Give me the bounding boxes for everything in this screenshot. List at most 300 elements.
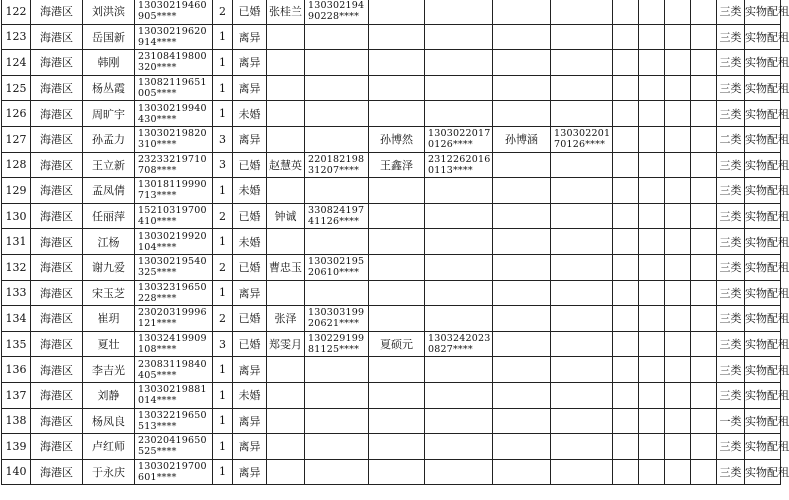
marital-status-cell: 离异	[233, 24, 267, 50]
empty-cell	[613, 50, 639, 76]
member1-id-cell: 13030220170126****	[425, 126, 493, 152]
member1-id-cell	[425, 229, 493, 255]
member2-name-cell	[493, 229, 551, 255]
spouse-id-cell: 33082419741126****	[305, 203, 369, 229]
empty-cell	[613, 382, 639, 408]
table-row	[2, 280, 781, 306]
member1-id-cell	[425, 178, 493, 204]
empty-cell	[639, 382, 665, 408]
member2-id-cell	[551, 254, 613, 280]
category-cell: 二类	[717, 126, 745, 152]
member2-id-cell	[551, 0, 613, 24]
spouse-name-cell	[267, 101, 305, 127]
spouse-id-cell: 13030219520610****	[305, 254, 369, 280]
spouse-name-cell	[267, 126, 305, 152]
household-count-cell: 2	[213, 203, 233, 229]
category-cell: 三类	[717, 229, 745, 255]
district-cell: 海港区	[31, 459, 83, 485]
marital-status-cell: 离异	[233, 280, 267, 306]
applicant-name-cell: 宋玉芝	[83, 280, 135, 306]
allocation-mode-cell: 实物配租	[745, 306, 781, 332]
spouse-name-cell: 钟诚	[267, 203, 305, 229]
row-number: 133	[2, 280, 31, 306]
member2-id-cell	[551, 408, 613, 434]
empty-cell	[613, 331, 639, 357]
member1-name-cell	[369, 254, 425, 280]
empty-cell	[639, 24, 665, 50]
row-number: 122	[2, 0, 31, 24]
applicant-id-cell: 13030219820310****	[135, 126, 213, 152]
empty-cell	[665, 229, 691, 255]
spouse-id-cell: 22018219831207****	[305, 152, 369, 178]
district-cell: 海港区	[31, 382, 83, 408]
household-count-cell: 1	[213, 382, 233, 408]
member2-id-cell	[551, 331, 613, 357]
allocation-mode-cell: 实物配租	[745, 50, 781, 76]
member2-name-cell: 孙博涵	[493, 126, 551, 152]
marital-status-cell: 已婚	[233, 203, 267, 229]
household-count-cell: 1	[213, 408, 233, 434]
allocation-mode-cell: 实物配租	[745, 331, 781, 357]
category-cell: 三类	[717, 0, 745, 24]
empty-cell	[665, 357, 691, 383]
member1-name-cell	[369, 434, 425, 460]
empty-cell	[613, 203, 639, 229]
spouse-name-cell	[267, 408, 305, 434]
district-cell: 海港区	[31, 357, 83, 383]
marital-status-cell: 未婚	[233, 101, 267, 127]
member1-id-cell	[425, 280, 493, 306]
spouse-name-cell	[267, 434, 305, 460]
district-cell: 海港区	[31, 229, 83, 255]
allocation-mode-cell: 实物配租	[745, 178, 781, 204]
allocation-mode-cell: 实物配租	[745, 280, 781, 306]
member2-name-cell	[493, 357, 551, 383]
district-cell: 海港区	[31, 178, 83, 204]
applicant-id-cell: 13032219650513****	[135, 408, 213, 434]
allocation-mode-cell: 实物配租	[745, 101, 781, 127]
member1-id-cell	[425, 357, 493, 383]
spouse-id-cell	[305, 434, 369, 460]
row-number: 137	[2, 382, 31, 408]
applicant-id-cell: 23083119840405****	[135, 357, 213, 383]
empty-cell	[691, 152, 717, 178]
applicant-name-cell: 卢红师	[83, 434, 135, 460]
member1-id-cell	[425, 434, 493, 460]
row-number: 132	[2, 254, 31, 280]
marital-status-cell: 离异	[233, 357, 267, 383]
row-number: 129	[2, 178, 31, 204]
allocation-mode-cell: 实物配租	[745, 434, 781, 460]
district-cell: 海港区	[31, 24, 83, 50]
category-cell: 三类	[717, 152, 745, 178]
member2-name-cell	[493, 254, 551, 280]
applicant-name-cell: 崔玥	[83, 306, 135, 332]
category-cell: 三类	[717, 24, 745, 50]
spouse-id-cell	[305, 50, 369, 76]
marital-status-cell: 未婚	[233, 229, 267, 255]
row-number: 127	[2, 126, 31, 152]
spouse-name-cell: 赵慧英	[267, 152, 305, 178]
table-row	[2, 331, 781, 357]
empty-cell	[639, 306, 665, 332]
empty-cell	[665, 203, 691, 229]
empty-cell	[639, 229, 665, 255]
row-number: 125	[2, 75, 31, 101]
spouse-name-cell	[267, 280, 305, 306]
household-count-cell: 1	[213, 280, 233, 306]
applicant-name-cell: 杨凤良	[83, 408, 135, 434]
allocation-mode-cell: 实物配租	[745, 126, 781, 152]
spouse-name-cell: 郑雯月	[267, 331, 305, 357]
spouse-name-cell	[267, 50, 305, 76]
empty-cell	[665, 152, 691, 178]
spouse-id-cell	[305, 24, 369, 50]
empty-cell	[665, 75, 691, 101]
district-cell: 海港区	[31, 331, 83, 357]
spouse-id-cell	[305, 408, 369, 434]
marital-status-cell: 已婚	[233, 306, 267, 332]
marital-status-cell: 离异	[233, 434, 267, 460]
household-count-cell: 3	[213, 152, 233, 178]
spouse-id-cell	[305, 357, 369, 383]
applicant-name-cell: 孙孟力	[83, 126, 135, 152]
member2-id-cell	[551, 459, 613, 485]
row-number: 128	[2, 152, 31, 178]
marital-status-cell: 未婚	[233, 178, 267, 204]
member1-name-cell: 王鑫泽	[369, 152, 425, 178]
member1-name-cell	[369, 408, 425, 434]
table-row	[2, 382, 781, 408]
spouse-id-cell	[305, 126, 369, 152]
applicant-id-cell: 13032419909108****	[135, 331, 213, 357]
member2-id-cell	[551, 152, 613, 178]
marital-status-cell: 离异	[233, 75, 267, 101]
member1-name-cell	[369, 382, 425, 408]
applicant-id-cell: 13030219940430****	[135, 101, 213, 127]
row-number: 140	[2, 459, 31, 485]
member1-id-cell	[425, 24, 493, 50]
member1-name-cell	[369, 306, 425, 332]
table-row	[2, 0, 781, 24]
member2-name-cell	[493, 152, 551, 178]
member1-name-cell	[369, 203, 425, 229]
category-cell: 三类	[717, 203, 745, 229]
empty-cell	[691, 459, 717, 485]
empty-cell	[691, 24, 717, 50]
spouse-name-cell: 张泽	[267, 306, 305, 332]
table-row	[2, 75, 781, 101]
empty-cell	[665, 101, 691, 127]
empty-cell	[665, 434, 691, 460]
household-count-cell: 1	[213, 101, 233, 127]
housing-allocation-table	[1, 0, 789, 485]
empty-cell	[691, 408, 717, 434]
table-row	[2, 306, 781, 332]
district-cell: 海港区	[31, 50, 83, 76]
applicant-name-cell: 夏壮	[83, 331, 135, 357]
marital-status-cell: 已婚	[233, 254, 267, 280]
empty-cell	[639, 408, 665, 434]
allocation-mode-cell: 实物配租	[745, 24, 781, 50]
member2-id-cell	[551, 280, 613, 306]
member1-name-cell: 夏硕元	[369, 331, 425, 357]
spouse-name-cell: 曹忠玉	[267, 254, 305, 280]
empty-cell	[691, 126, 717, 152]
member1-id-cell	[425, 0, 493, 24]
member2-name-cell	[493, 280, 551, 306]
member1-id-cell: 13032420230827****	[425, 331, 493, 357]
member1-name-cell	[369, 229, 425, 255]
empty-cell	[613, 306, 639, 332]
applicant-id-cell: 13030219700601****	[135, 459, 213, 485]
table-row	[2, 229, 781, 255]
empty-cell	[613, 152, 639, 178]
applicant-id-cell: 23108419800320****	[135, 50, 213, 76]
member2-name-cell	[493, 0, 551, 24]
category-cell: 一类	[717, 408, 745, 434]
household-count-cell: 1	[213, 459, 233, 485]
household-count-cell: 2	[213, 306, 233, 332]
row-number: 135	[2, 331, 31, 357]
spouse-name-cell	[267, 357, 305, 383]
empty-cell	[613, 101, 639, 127]
empty-cell	[691, 0, 717, 24]
member2-name-cell	[493, 408, 551, 434]
empty-cell	[665, 382, 691, 408]
empty-cell	[639, 178, 665, 204]
allocation-mode-cell: 实物配租	[745, 0, 781, 24]
applicant-id-cell: 13030219620914****	[135, 24, 213, 50]
member2-id-cell	[551, 229, 613, 255]
row-number: 131	[2, 229, 31, 255]
category-cell: 三类	[717, 75, 745, 101]
applicant-id-cell: 13082119651005****	[135, 75, 213, 101]
empty-cell	[639, 434, 665, 460]
category-cell: 三类	[717, 50, 745, 76]
table-row	[2, 126, 781, 152]
empty-cell	[691, 382, 717, 408]
member2-name-cell	[493, 203, 551, 229]
empty-cell	[613, 280, 639, 306]
household-count-cell: 1	[213, 24, 233, 50]
applicant-id-cell: 13032319650228****	[135, 280, 213, 306]
district-cell: 海港区	[31, 434, 83, 460]
empty-cell	[665, 178, 691, 204]
applicant-name-cell: 刘洪滨	[83, 0, 135, 24]
member1-id-cell	[425, 408, 493, 434]
applicant-name-cell: 谢九爱	[83, 254, 135, 280]
empty-cell	[665, 331, 691, 357]
empty-cell	[665, 280, 691, 306]
member1-name-cell	[369, 50, 425, 76]
applicant-name-cell: 王立新	[83, 152, 135, 178]
household-count-cell: 3	[213, 331, 233, 357]
member2-id-cell	[551, 50, 613, 76]
table-row	[2, 434, 781, 460]
category-cell: 三类	[717, 306, 745, 332]
member1-name-cell	[369, 280, 425, 306]
table-row	[2, 50, 781, 76]
district-cell: 海港区	[31, 203, 83, 229]
member1-id-cell	[425, 203, 493, 229]
row-number: 123	[2, 24, 31, 50]
empty-cell	[639, 0, 665, 24]
empty-cell	[691, 101, 717, 127]
empty-cell	[665, 24, 691, 50]
empty-cell	[691, 178, 717, 204]
member2-id-cell	[551, 357, 613, 383]
marital-status-cell: 离异	[233, 459, 267, 485]
empty-cell	[691, 203, 717, 229]
category-cell: 三类	[717, 254, 745, 280]
category-cell: 三类	[717, 434, 745, 460]
member2-id-cell	[551, 382, 613, 408]
empty-cell	[691, 357, 717, 383]
allocation-mode-cell: 实物配租	[745, 382, 781, 408]
member1-name-cell	[369, 0, 425, 24]
table-row	[2, 408, 781, 434]
spouse-id-cell: 13022919981125****	[305, 331, 369, 357]
household-count-cell: 1	[213, 229, 233, 255]
spouse-id-cell	[305, 101, 369, 127]
empty-cell	[639, 75, 665, 101]
spouse-id-cell: 13030219490228****	[305, 0, 369, 24]
member2-name-cell	[493, 459, 551, 485]
allocation-mode-cell: 实物配租	[745, 357, 781, 383]
member2-name-cell	[493, 306, 551, 332]
table-row	[2, 24, 781, 50]
spouse-id-cell: 13030319920621****	[305, 306, 369, 332]
applicant-name-cell: 于永庆	[83, 459, 135, 485]
member1-id-cell	[425, 101, 493, 127]
marital-status-cell: 已婚	[233, 0, 267, 24]
spouse-name-cell	[267, 178, 305, 204]
empty-cell	[639, 101, 665, 127]
household-count-cell: 2	[213, 254, 233, 280]
member1-name-cell	[369, 24, 425, 50]
spouse-id-cell	[305, 382, 369, 408]
empty-cell	[691, 229, 717, 255]
empty-cell	[665, 254, 691, 280]
spouse-name-cell	[267, 24, 305, 50]
household-count-cell: 3	[213, 126, 233, 152]
empty-cell	[691, 306, 717, 332]
applicant-name-cell: 杨丛霞	[83, 75, 135, 101]
district-cell: 海港区	[31, 306, 83, 332]
spouse-name-cell	[267, 382, 305, 408]
applicant-name-cell: 刘静	[83, 382, 135, 408]
member2-id-cell	[551, 101, 613, 127]
empty-cell	[691, 280, 717, 306]
district-cell: 海港区	[31, 0, 83, 24]
member1-name-cell	[369, 178, 425, 204]
district-cell: 海港区	[31, 152, 83, 178]
member2-name-cell	[493, 24, 551, 50]
applicant-name-cell: 韩刚	[83, 50, 135, 76]
applicant-id-cell: 13030219540325****	[135, 254, 213, 280]
empty-cell	[613, 408, 639, 434]
member1-id-cell	[425, 306, 493, 332]
empty-cell	[639, 203, 665, 229]
empty-cell	[665, 50, 691, 76]
empty-cell	[639, 280, 665, 306]
table-row	[2, 254, 781, 280]
table-row	[2, 459, 781, 485]
empty-cell	[613, 229, 639, 255]
allocation-mode-cell: 实物配租	[745, 254, 781, 280]
empty-cell	[613, 434, 639, 460]
spouse-id-cell	[305, 280, 369, 306]
row-number: 126	[2, 101, 31, 127]
applicant-id-cell: 15210319700410****	[135, 203, 213, 229]
empty-cell	[613, 357, 639, 383]
empty-cell	[691, 434, 717, 460]
applicant-id-cell: 23233219710708****	[135, 152, 213, 178]
empty-cell	[613, 459, 639, 485]
applicant-name-cell: 周旷宇	[83, 101, 135, 127]
member1-name-cell	[369, 101, 425, 127]
empty-cell	[613, 178, 639, 204]
member2-id-cell	[551, 24, 613, 50]
category-cell: 三类	[717, 331, 745, 357]
household-count-cell: 1	[213, 357, 233, 383]
allocation-mode-cell: 实物配租	[745, 408, 781, 434]
household-count-cell: 1	[213, 434, 233, 460]
allocation-mode-cell: 实物配租	[745, 459, 781, 485]
empty-cell	[639, 459, 665, 485]
allocation-mode-cell: 实物配租	[745, 75, 781, 101]
applicant-id-cell: 23020419650525****	[135, 434, 213, 460]
allocation-mode-cell: 实物配租	[745, 152, 781, 178]
table-row	[2, 152, 781, 178]
empty-cell	[691, 75, 717, 101]
applicant-id-cell: 13030219920104****	[135, 229, 213, 255]
member1-name-cell	[369, 75, 425, 101]
empty-cell	[665, 126, 691, 152]
spouse-name-cell	[267, 75, 305, 101]
table-row	[2, 101, 781, 127]
row-number: 134	[2, 306, 31, 332]
marital-status-cell: 已婚	[233, 152, 267, 178]
applicant-name-cell: 孟凤倩	[83, 178, 135, 204]
household-count-cell: 1	[213, 50, 233, 76]
row-number: 136	[2, 357, 31, 383]
empty-cell	[665, 459, 691, 485]
empty-cell	[613, 0, 639, 24]
spouse-id-cell	[305, 75, 369, 101]
category-cell: 三类	[717, 357, 745, 383]
marital-status-cell: 未婚	[233, 382, 267, 408]
empty-cell	[691, 254, 717, 280]
spouse-id-cell	[305, 178, 369, 204]
marital-status-cell: 离异	[233, 408, 267, 434]
empty-cell	[639, 331, 665, 357]
category-cell: 三类	[717, 382, 745, 408]
category-cell: 三类	[717, 459, 745, 485]
district-cell: 海港区	[31, 408, 83, 434]
row-number: 138	[2, 408, 31, 434]
member1-id-cell	[425, 50, 493, 76]
applicant-id-cell: 23020319996121****	[135, 306, 213, 332]
member2-id-cell	[551, 434, 613, 460]
row-number: 130	[2, 203, 31, 229]
empty-cell	[613, 254, 639, 280]
household-count-cell: 1	[213, 178, 233, 204]
spouse-name-cell: 张桂兰	[267, 0, 305, 24]
category-cell: 三类	[717, 280, 745, 306]
household-count-cell: 2	[213, 0, 233, 24]
